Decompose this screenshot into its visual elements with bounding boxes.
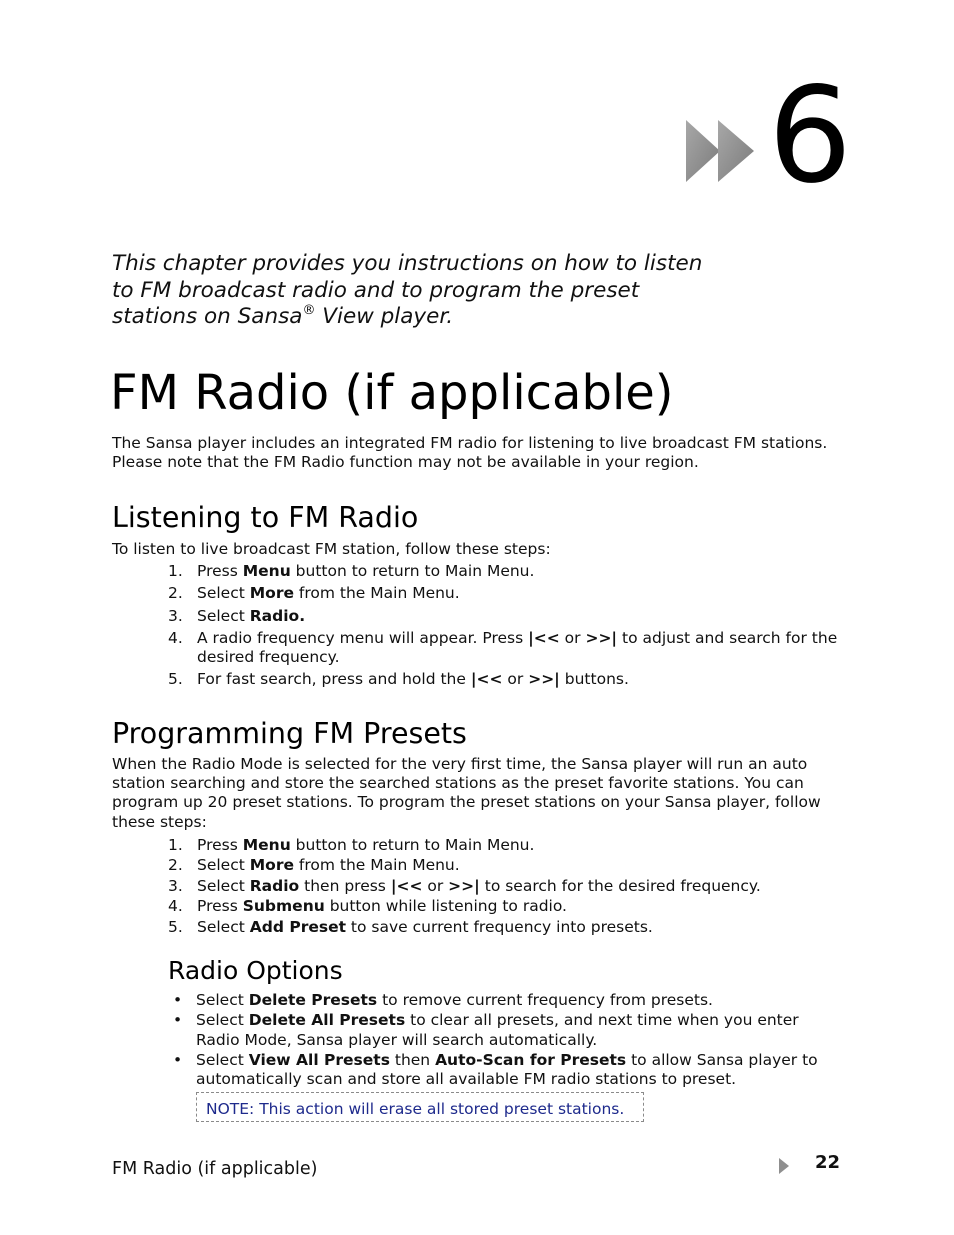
footer-title: FM Radio (if applicable) [112,1159,318,1179]
registered-mark: ® [302,303,316,318]
section-body: The Sansa player includes an integrated FM radio for listening to live broadcast FM stations. Please note that the FM Radio function may not be available in your region. [112,434,828,472]
chapter-number: 6 [768,59,852,213]
list-item: • Select Delete All Presets to clear all presets, and next time when you enter Radio Mode, Sansa player will search automatically. [169,1011,829,1050]
page-number: 22 [815,1152,841,1173]
listening-intro: To listen to live broadcast FM station, follow these steps: [112,540,551,558]
presets-intro: When the Radio Mode is selected for the very first time, the Sansa player will run an auto station searching and store the searched stations as the preset favorite stations. You can program up 20 preset stations. To program the preset stations on your Sansa player, follow these steps: [112,755,821,831]
note-box: NOTE: This action will erase all stored preset stations. [196,1092,644,1122]
list-item: 2. Select More from the Main Menu. [168,856,460,875]
subsection-title-options: Radio Options [168,956,343,985]
play-triangle-icon [778,1157,790,1179]
list-item: • Select View All Presets then Auto-Scan for Presets to allow Sansa player to automatically scan and store all available FM radio stations to preset. [169,1051,829,1090]
list-item: 3. Select Radio then press |<< or >>| to search for the desired frequency. [168,876,761,895]
list-item: 4. A radio frequency menu will appear. Press |<< or >>| to adjust and search for the desired frequency. [168,628,838,667]
list-item: 5. For fast search, press and hold the |<< or >>| buttons. [168,670,629,689]
list-item: 2. Select More from the Main Menu. [168,584,460,603]
intro-line: to FM broadcast radio and to program the preset [112,277,640,303]
presets-steps [168,836,843,937]
intro-line: stations on Sansa® View player. [112,303,454,329]
subsection-title-listening: Listening to FM Radio [112,501,419,534]
list-item: 1. Press Menu button to return to Main Menu. [168,562,535,580]
listening-steps [168,562,843,690]
subsection-title-presets: Programming FM Presets [112,717,467,750]
chapter-intro [112,251,752,331]
section-title: FM Radio (if applicable) [110,365,674,421]
intro-line: This chapter provides you instructions on how to listen [112,251,703,276]
list-item: 1. Press Menu button to return to Main Menu. [168,836,535,854]
list-item: 4. Press Submenu button while listening to radio. [168,897,567,916]
options-list [169,991,829,1089]
list-item: 3. Select Radio. [168,606,306,625]
list-item: • Select Delete Presets to remove current frequency from presets. [169,991,829,1010]
fast-forward-icon [684,118,756,188]
list-item: 5. Select Add Preset to save current frequency into presets. [168,917,653,936]
